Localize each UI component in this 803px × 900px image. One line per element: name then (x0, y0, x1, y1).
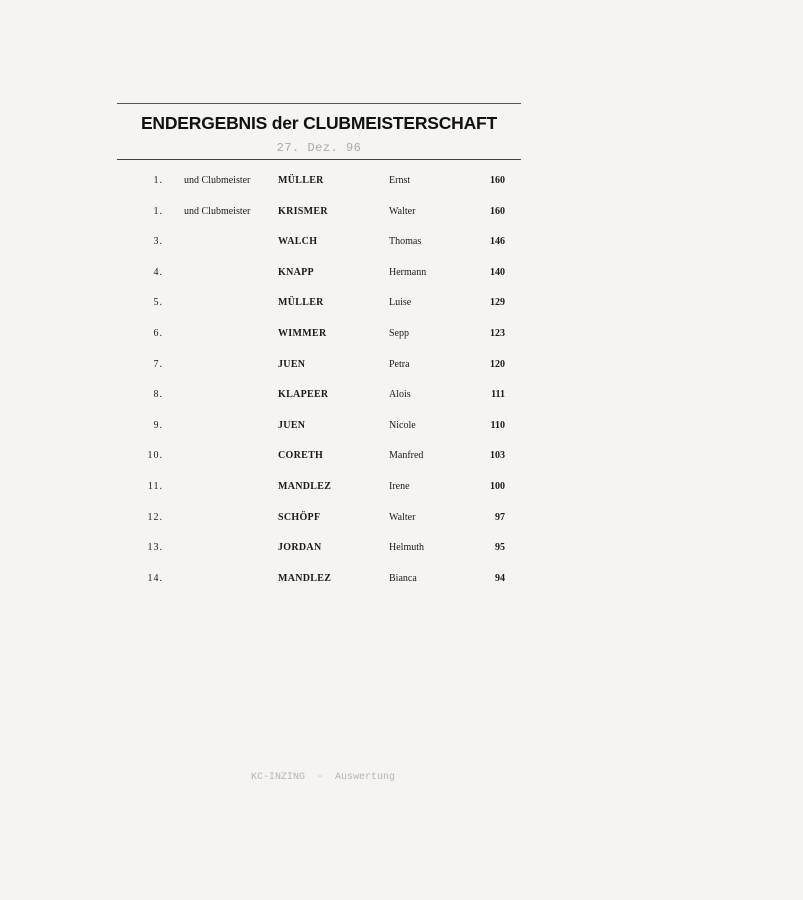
last-name-cell: KLAPEER (278, 389, 329, 400)
score-cell: 103 (490, 450, 505, 461)
last-name-cell: JUEN (278, 359, 306, 370)
last-name-cell: MANDLEZ (278, 481, 332, 492)
first-name-cell: Manfred (389, 450, 424, 461)
result-row (0, 542, 803, 562)
rank-cell: 6. (153, 328, 163, 339)
first-name-cell: Alois (389, 389, 411, 400)
first-name-cell: Ernst (389, 175, 411, 186)
rank-cell: 8. (153, 389, 163, 400)
last-name-cell: MÜLLER (278, 297, 324, 308)
rank-cell: 1. (153, 175, 163, 186)
footer-stamp: KC-INZING - Auswertung (251, 772, 396, 783)
rank-cell: 14. (147, 573, 163, 584)
score-cell: 123 (490, 328, 505, 339)
result-row (0, 389, 803, 409)
last-name-cell: JORDAN (278, 542, 322, 553)
rank-cell: 3. (153, 236, 163, 247)
last-name-cell: WIMMER (278, 328, 327, 339)
first-name-cell: Petra (389, 359, 410, 370)
last-name-cell: MÜLLER (278, 175, 324, 186)
rank-cell: 4. (153, 267, 163, 278)
page-title: ENDERGEBNIS der CLUBMEISTERSCHAFT (140, 113, 498, 133)
score-cell: 97 (495, 512, 505, 523)
result-row (0, 328, 803, 348)
result-row (0, 206, 803, 226)
rank-cell: 5. (153, 297, 163, 308)
score-cell: 129 (490, 297, 505, 308)
rank-cell: 11. (147, 481, 163, 492)
top-rule (117, 103, 521, 104)
first-name-cell: Bianca (389, 573, 417, 584)
result-row (0, 267, 803, 287)
result-row (0, 297, 803, 317)
score-cell: 100 (490, 481, 505, 492)
first-name-cell: Irene (389, 481, 410, 492)
rank-cell: 12. (147, 512, 163, 523)
last-name-cell: WALCH (278, 236, 318, 247)
rank-cell: 10. (147, 450, 163, 461)
score-cell: 110 (490, 420, 505, 431)
first-name-cell: Luise (389, 297, 412, 308)
score-cell: 160 (490, 206, 505, 217)
first-name-cell: Sepp (389, 328, 409, 339)
result-row (0, 450, 803, 470)
last-name-cell: KNAPP (278, 267, 314, 278)
first-name-cell: Walter (389, 512, 416, 523)
note-cell: und Clubmeister (184, 175, 251, 186)
date-stamp: 27. Dez. 96 (276, 141, 362, 155)
first-name-cell: Thomas (389, 236, 422, 247)
score-cell: 111 (491, 389, 505, 400)
header-rule (117, 159, 521, 160)
first-name-cell: Walter (389, 206, 416, 217)
result-row (0, 359, 803, 379)
rank-cell: 7. (153, 359, 163, 370)
last-name-cell: MANDLEZ (278, 573, 332, 584)
result-row (0, 236, 803, 256)
rank-cell: 13. (147, 542, 163, 553)
score-cell: 146 (490, 236, 505, 247)
last-name-cell: KRISMER (278, 206, 328, 217)
result-row (0, 175, 803, 195)
last-name-cell: JUEN (278, 420, 306, 431)
rank-cell: 1. (153, 206, 163, 217)
rank-cell: 9. (153, 420, 163, 431)
score-cell: 95 (495, 542, 505, 553)
score-cell: 94 (495, 573, 505, 584)
score-cell: 120 (490, 359, 505, 370)
result-row (0, 573, 803, 593)
first-name-cell: Nicole (389, 420, 416, 431)
score-cell: 160 (490, 175, 505, 186)
result-row (0, 512, 803, 532)
note-cell: und Clubmeister (184, 206, 251, 217)
last-name-cell: CORETH (278, 450, 324, 461)
result-row (0, 420, 803, 440)
result-row (0, 481, 803, 501)
first-name-cell: Hermann (389, 267, 427, 278)
score-cell: 140 (490, 267, 505, 278)
last-name-cell: SCHÖPF (278, 512, 321, 523)
first-name-cell: Helmuth (389, 542, 424, 553)
